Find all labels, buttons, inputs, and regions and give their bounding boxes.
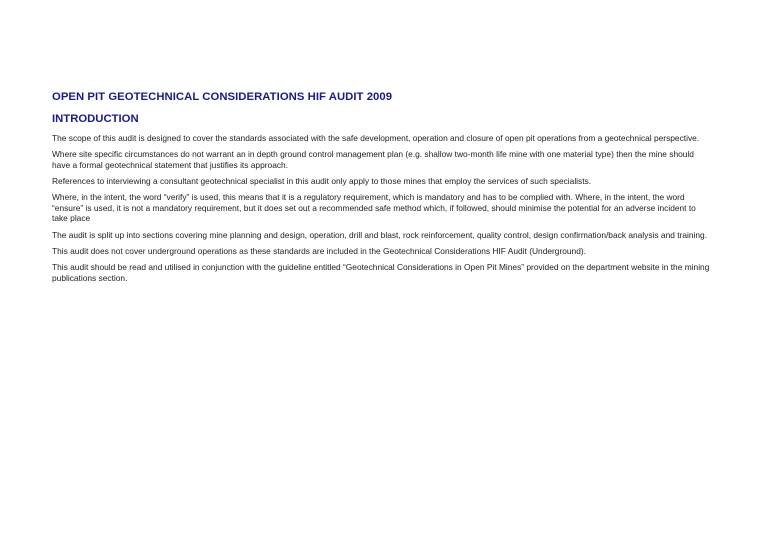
document-page [52,90,712,289]
paragraph-scope: The scope of this audit is designed to cover the standards associated with the safe development, operation and closure of open pit operations from a geotechnical perspective. [52,133,700,143]
paragraph-verify-ensure: Where, in the intent, the word “verify” is used, this means that it is a regulatory requirement, which is mandatory and has to be complied with. Where, in the intent, the word “ensure” is used, it is not a mandatory requirement, but it does set out a recommended safe method which, if followed, should minimise the potential for an adverse incident to take place [52,192,696,224]
section-heading-introduction: INTRODUCTION [52,113,139,125]
paragraph-site-specific: Where site specific circumstances do not warrant an in depth ground control management plan (e.g. shallow two-month life mine with one material type) then the mine should have a formal geotechnical statement that justifies its approach. [52,149,694,170]
paragraph-underground-exclusion: This audit does not cover underground operations as these standards are included in the Geotechnical Considerations HIF Audit (Underground). [52,245,586,256]
document-title: OPEN PIT GEOTECHNICAL CONSIDERATIONS HIF AUDIT 2009 [52,91,393,103]
paragraph-consultant-references: References to interviewing a consultant geotechnical specialist in this audit only apply to those mines that employ the services of such specialists. [52,175,592,186]
paragraph-guideline-reference: This audit should be read and utilised in conjunction with the guideline entitled “Geotechnical Considerations in Open Pit Mines” provided on the department website in the mining publications section. [52,261,710,283]
paragraph-audit-sections: The audit is split up into sections covering mine planning and design, operation, drill and blast, rock reinforcement, quality control, design confirmation/back analysis and training. [52,229,708,240]
